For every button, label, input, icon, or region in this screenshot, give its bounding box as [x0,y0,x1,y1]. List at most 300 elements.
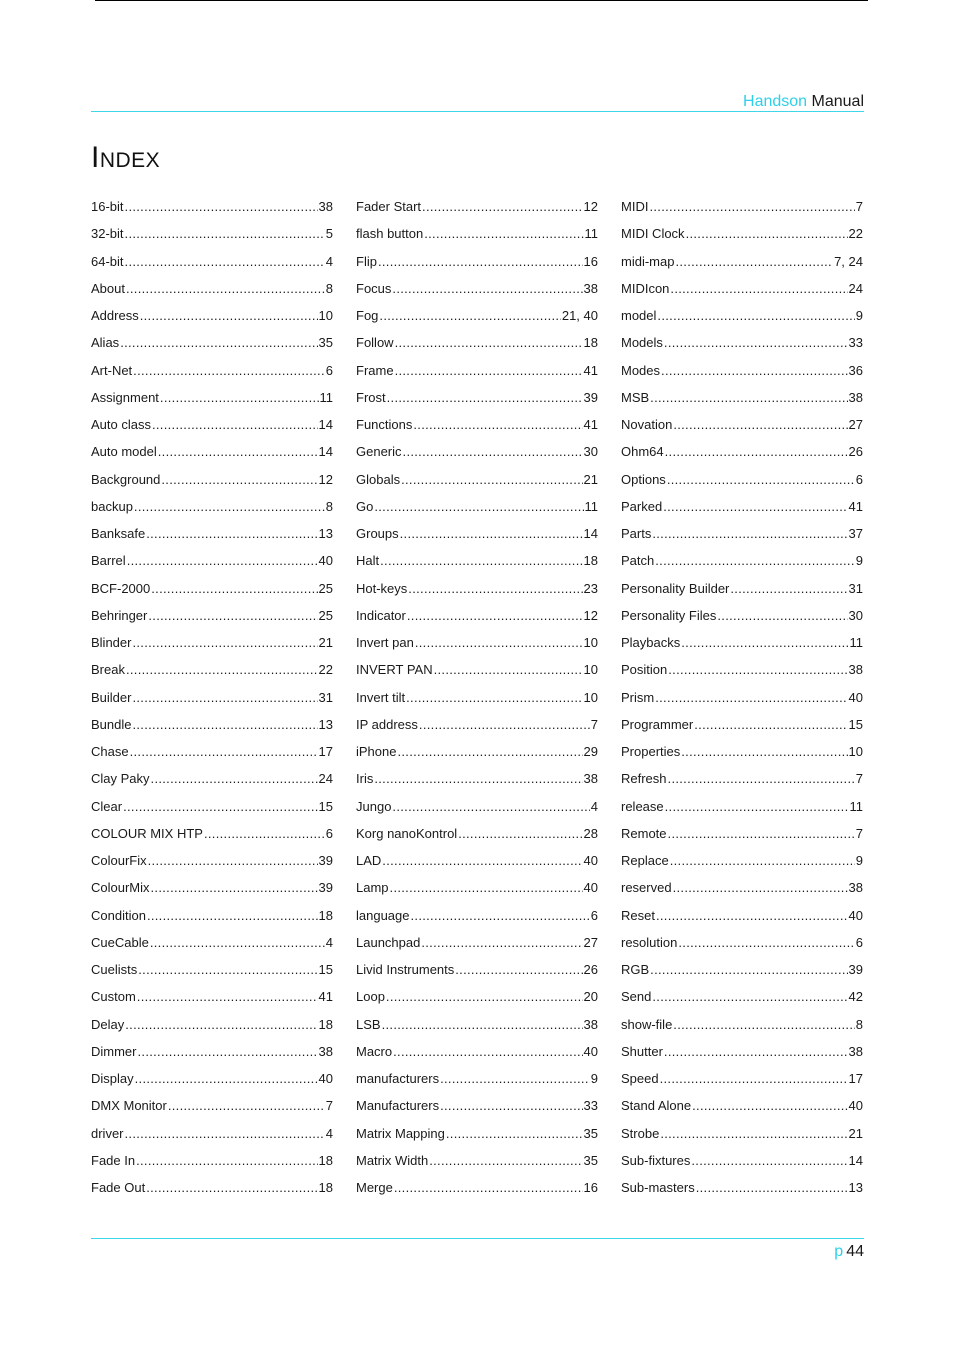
index-page-ref: 28 [583,825,598,841]
index-term: manufacturers [356,1071,440,1086]
index-page-ref: 38 [848,1043,863,1059]
dot-leader [148,849,318,873]
index-term: Parts [621,526,652,541]
index-entry [356,1013,598,1040]
dot-leader [127,549,318,573]
dot-leader [147,904,318,928]
dot-leader [446,1122,583,1146]
index-page-ref: 35 [583,1125,598,1141]
index-term: Matrix Mapping [356,1125,445,1141]
index-term: Assignment [91,389,159,405]
index-term: Send [621,989,652,1005]
index-page-ref: 24 [848,280,863,296]
index-entry [356,331,598,358]
index-entry [621,604,863,631]
index-term: Auto class [91,417,151,432]
index-term: Ohm64 [621,444,664,460]
index-entry [621,795,863,822]
index-entry [91,495,333,522]
index-entry [356,631,598,658]
index-term: Auto model [91,444,157,460]
index-entry [91,304,333,331]
index-page-ref: 37 [848,526,863,541]
dot-leader [692,1094,847,1118]
index-entry [356,1122,598,1149]
index-entry [91,740,333,767]
dot-leader [120,331,317,355]
dot-leader [382,849,582,873]
index-page-ref: 39 [583,389,598,405]
index-page-ref: 13 [848,1180,863,1195]
dot-leader [392,277,582,301]
index-term: Macro [356,1043,393,1059]
dot-leader [650,386,847,410]
index-page-ref: 15 [848,716,863,732]
index-entry [356,931,598,958]
dot-leader [656,904,848,928]
index-page-ref: 31 [318,689,333,705]
index-entry [356,359,598,386]
index-term: Frame [356,362,394,378]
dot-leader [132,713,317,737]
index-term: Chase [91,744,129,759]
index-entry [91,549,333,576]
index-page-ref: 40 [318,1071,333,1086]
index-page-ref: 20 [583,989,598,1005]
index-page-ref: 23 [583,580,598,596]
dot-leader [406,686,582,710]
running-header [91,92,864,112]
index-entry [91,631,333,658]
dot-leader [132,686,317,710]
index-term: MSB [621,389,650,405]
dot-leader [130,740,318,764]
dot-leader [670,277,847,301]
index-term: Sub-masters [621,1180,695,1195]
dot-leader [440,1094,582,1118]
index-page-ref: 7 [855,199,863,214]
index-term: Focus [356,280,392,296]
index-page-ref: 15 [318,962,333,977]
dot-leader [407,604,583,628]
index-entry [91,468,333,495]
index-entry [356,577,598,604]
index-term: Break [91,662,125,678]
dot-leader [401,468,582,492]
dot-leader [151,577,317,601]
index-term: Fog [356,308,379,323]
index-entry [356,1094,598,1121]
index-entry [621,740,863,767]
index-page-ref: 21 [583,471,598,487]
dot-leader [125,195,318,219]
index-term: MIDI Clock [621,226,685,242]
index-term: Sub-fixtures [621,1152,691,1168]
index-term: reserved [621,880,672,896]
index-entry [356,740,598,767]
index-page-ref: 21, 40 [561,308,598,323]
dot-leader [387,386,583,410]
index-page-ref: 6 [590,907,598,923]
index-entry [91,849,333,876]
index-entry [356,767,598,794]
index-term: Clear [91,798,123,814]
dot-leader [681,740,847,764]
index-page-ref: 17 [318,744,333,759]
dot-leader [138,1040,318,1064]
index-entry [356,795,598,822]
index-entry [91,577,333,604]
index-page-ref: 30 [848,607,863,623]
header-title: Manual [811,93,864,110]
index-page-ref: 18 [318,1016,333,1032]
index-page-ref: 41 [583,417,598,432]
index-page-ref: 12 [318,471,333,487]
index-page-ref: 15 [318,798,333,814]
dot-leader [652,985,847,1009]
index-term: midi-map [621,253,675,269]
index-page-ref: 10 [848,744,863,759]
index-term: Properties [621,744,681,759]
index-entry [621,250,863,277]
dot-leader [380,549,582,573]
index-page-ref: 7 [855,825,863,841]
index-term: ColourMix [91,880,150,896]
index-column-1 [91,195,333,1203]
index-entry [91,1149,333,1176]
dot-leader [125,250,325,274]
index-term: Invert tilt [356,689,406,705]
index-page-ref: 41 [848,498,863,514]
dot-leader [126,277,325,301]
index-page-ref: 41 [583,362,598,378]
dot-leader [134,495,325,519]
index-page-ref: 38 [318,199,333,214]
dot-leader [133,359,325,383]
index-entry [356,1149,598,1176]
index-page-ref: 14 [583,526,598,541]
index-page-ref: 38 [583,1016,598,1032]
index-entry [91,522,333,549]
dot-leader [668,658,847,682]
index-page-ref: 14 [848,1152,863,1168]
index-page-ref: 4 [325,1125,333,1141]
index-entry [621,713,863,740]
dot-leader [413,413,582,437]
index-page-ref: 4 [325,934,333,950]
index-page-ref: 17 [848,1071,863,1086]
index-term: ColourFix [91,853,147,868]
index-entry [91,931,333,958]
index-term: Globals [356,471,401,487]
index-entry [91,440,333,467]
index-term: Novation [621,417,673,432]
dot-leader [137,985,318,1009]
index-entry [356,1040,598,1067]
index-term: DMX Monitor [91,1098,167,1114]
index-term: iPhone [356,744,397,759]
index-page-ref: 38 [583,771,598,787]
index-term: Prism [621,689,655,705]
dot-leader [126,658,318,682]
index-term: BCF-2000 [91,580,151,596]
index-page-ref: 4 [590,798,598,814]
page-title: Index [91,141,161,174]
index-entry [91,822,333,849]
index-entry [91,359,333,386]
index-page-ref: 6 [855,934,863,950]
dot-leader [125,1122,325,1146]
index-entry [621,767,863,794]
index-page-ref: 13 [318,526,333,541]
top-rule [95,0,868,1]
index-term: LSB [356,1016,381,1032]
index-term: Indicator [356,607,406,623]
dot-leader [374,495,583,519]
dot-leader [419,713,590,737]
index-entry [91,985,333,1012]
dot-leader [415,631,583,655]
index-term: Position [621,662,668,678]
index-entry [621,849,863,876]
dot-leader [678,931,854,955]
index-term: Stand Alone [621,1098,692,1114]
index-page-ref: 7 [590,716,598,732]
dot-leader [140,304,318,328]
index-page-ref: 42 [848,989,863,1005]
dot-leader [657,304,854,328]
index-term: Builder [91,689,132,705]
index-entry [621,359,863,386]
index-entry [621,277,863,304]
index-entry [621,304,863,331]
index-page-ref: 6 [855,471,863,487]
dot-leader [125,1013,317,1037]
index-term: release [621,798,664,814]
index-entry [621,195,863,222]
dot-leader [382,1013,583,1037]
index-term: MIDI [621,199,649,214]
index-page-ref: 22 [318,662,333,678]
index-page-ref: 29 [583,744,598,759]
dot-leader [440,1067,590,1091]
index-page-ref: 18 [318,1180,333,1195]
index-term: COLOUR MIX HTP [91,825,203,841]
index-entry [621,904,863,931]
dot-leader [395,359,583,383]
index-entry [621,495,863,522]
dot-leader [668,767,855,791]
index-entry [91,1067,333,1094]
index-page-ref: 9 [855,853,863,868]
index-entry [356,604,598,631]
index-page-ref: 39 [318,880,333,896]
index-page-ref: 31 [848,580,863,596]
index-page-ref: 25 [318,607,333,623]
index-page-ref: 40 [318,553,333,569]
index-page-ref: 8 [325,280,333,296]
index-entry [621,1040,863,1067]
index-entry [621,822,863,849]
index-term: Replace [621,853,669,868]
index-term: Dimmer [91,1043,137,1059]
index-column-2 [356,195,598,1203]
dot-leader [691,1149,847,1173]
index-term: Flip [356,253,377,269]
index-term: model [621,308,657,323]
index-page-ref: 16 [583,1180,598,1195]
dot-leader [152,413,318,437]
index-page-ref: 7 [855,771,863,787]
index-term: Barrel [91,553,126,569]
index-term: Behringer [91,607,148,623]
index-entry [356,1176,598,1203]
index-entry [91,658,333,685]
index-page-ref: 27 [583,934,598,950]
index-page-ref: 4 [325,253,333,269]
index-term: Condition [91,907,146,923]
dot-leader [125,222,325,246]
index-term: Matrix Width [356,1152,429,1168]
index-entry [621,931,863,958]
dot-leader [655,686,847,710]
index-page-ref: 33 [583,1098,598,1114]
index-page-ref: 22 [848,226,863,242]
index-entry [356,440,598,467]
dot-leader [146,522,317,546]
index-entry [621,658,863,685]
index-term: Personality Files [621,607,717,623]
index-entry [356,304,598,331]
dot-leader [434,658,583,682]
index-page-ref: 26 [848,444,863,460]
index-entry [91,1176,333,1203]
dot-leader [681,631,848,655]
index-term: RGB [621,962,650,977]
index-term: Banksafe [91,526,146,541]
index-entry [91,604,333,631]
index-term: Delay [91,1016,125,1032]
index-entry [91,1122,333,1149]
dot-leader [652,522,847,546]
dot-leader [379,304,560,328]
dot-leader [403,440,583,464]
index-entry [356,222,598,249]
index-page-ref: 30 [583,444,598,460]
dot-leader [393,1040,582,1064]
dot-leader [160,386,319,410]
index-page-ref: 9 [590,1071,598,1086]
index-term: Invert pan [356,635,414,650]
index-entry [91,1013,333,1040]
dot-leader [660,1067,848,1091]
index-term: MIDIcon [621,280,670,296]
index-term: Manufacturers [356,1098,440,1114]
index-page-ref: 6 [325,825,333,841]
index-page-ref: 11 [584,226,598,242]
index-entry [621,1067,863,1094]
index-term: Loop [356,989,385,1005]
dot-leader [665,440,848,464]
dot-leader [378,250,583,274]
dot-leader [397,740,582,764]
index-entry [91,713,333,740]
dot-leader [649,195,854,219]
index-page-ref: 10 [583,662,598,678]
index-page-ref: 40 [583,880,598,896]
index-page-ref: 11 [849,798,863,814]
index-term: Functions [356,417,413,432]
index-entry [91,277,333,304]
dot-leader [686,222,848,246]
index-page-ref: 6 [325,362,333,378]
dot-leader [123,795,317,819]
index-page-ref: 11 [584,498,598,514]
dot-leader [421,931,582,955]
page-footer [91,1238,864,1264]
dot-leader [150,931,325,955]
index-term: About [91,280,125,296]
index-term: INVERT PAN [356,662,433,678]
index-page-ref: 10 [318,308,333,323]
index-term: Follow [356,335,394,351]
index-entry [91,767,333,794]
index-term: Iris [356,771,374,787]
index-page-ref: 38 [318,1043,333,1059]
dot-leader [146,1176,317,1200]
dot-leader [386,985,583,1009]
index-page-ref: 18 [318,1152,333,1168]
index-entry [621,1013,863,1040]
index-term: Display [91,1071,134,1086]
index-term: Clay Paky [91,771,150,787]
index-entry [356,958,598,985]
index-page-ref: 40 [848,1098,863,1114]
index-entry [91,904,333,931]
index-page-ref: 18 [583,335,598,351]
index-term: show-file [621,1016,673,1032]
index-entry [356,195,598,222]
index-term: Custom [91,989,136,1005]
index-entry [356,904,598,931]
index-term: Lamp [356,880,389,896]
index-term: resolution [621,934,678,950]
index-page-ref: 38 [848,389,863,405]
index-page-ref: 11 [849,635,863,650]
index-entry [91,331,333,358]
index-page-ref: 9 [855,308,863,323]
dot-leader [136,1149,317,1173]
dot-leader [694,713,847,737]
index-page-ref: 10 [583,635,598,650]
dot-leader [717,604,847,628]
dot-leader [655,549,855,573]
header-brand: Handson [743,93,808,110]
dot-leader [663,495,847,519]
index-term: LAD [356,853,382,868]
index-term: Livid Instruments [356,962,455,977]
index-page-ref: 39 [848,962,863,977]
index-term: Alias [91,335,120,351]
index-entry [91,876,333,903]
index-term: 16-bit [91,199,124,214]
index-entry [356,386,598,413]
index-entry [621,985,863,1012]
index-entry [356,549,598,576]
index-term: Groups [356,526,399,541]
index-page-ref: 25 [318,580,333,596]
index-page-ref: 24 [318,771,333,787]
